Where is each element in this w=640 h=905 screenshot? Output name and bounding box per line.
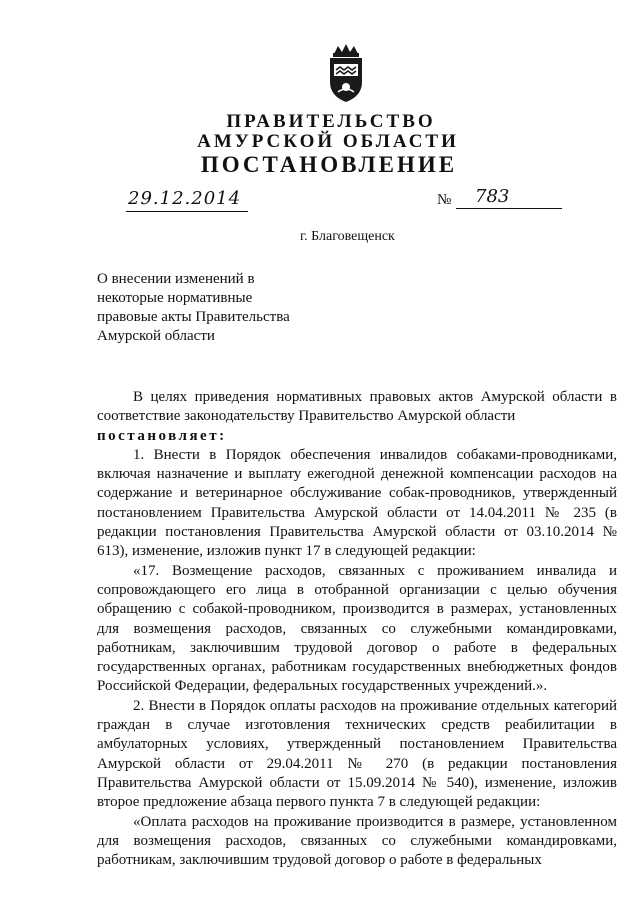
document-type: ПОСТАНОВЛЕНИЕ: [200, 152, 458, 177]
city: г. Благовещенск: [300, 229, 395, 244]
document-subject: [97, 270, 337, 346]
date-underline: [126, 211, 248, 212]
subject-line: некоторые нормативные: [97, 290, 253, 306]
subject-line: правовые акты Правительства: [97, 309, 290, 325]
document-number: 783: [475, 186, 510, 207]
decree-word-line: [97, 427, 617, 446]
paragraph-1: 1. Внести в Порядок обеспечения инвалидов собаками-проводниками, включая назначение и выплату ежегодной денежной компенсации расходов на содержание и ветеринарное обслуживание собак-проводников, утвержденный постановлением Правительства Амурской области от 14.04.2011 № 235 (в редакции постановления Правительства Амурской области от 03.10.2014 № 613), изменение, изложив пункт 17 в следующей редакции:: [97, 446, 617, 560]
coat-of-arms-icon: [324, 42, 368, 104]
org-title-line-2: АМУРСКОЙ ОБЛАСТИ: [197, 131, 459, 152]
document-date: 29.12.2014: [128, 188, 242, 209]
paragraph-2: 2. Внести в Порядок оплаты расходов на проживание отдельных категорий граждан в случае изготовления технических средств реабилитации в амбулаторных условиях, утвержденный постановлением Правительства Амурской области от 29.04.2011 № 270 (в редакции постановления Правительства Амурской области от 15.09.2014 № 540), изменение, изложив второе предложение абзаца первого пункта 7 в следующей редакции:: [97, 697, 617, 811]
quote-1: «17. Возмещение расходов, связанных с проживанием инвалида и сопровождающего его лица в отобранной организации с целью обучения обращению с собакой-проводником, производится в размерах, установленных для возмещения расходов, связанных со служебными командировками, работникам, заключившим трудовой договор о работе в федеральных государственных органах, работникам государственных внебюджетных фондов Российской Федерации, федеральных государственных учреждений.».: [97, 562, 617, 695]
number-label: №: [437, 192, 452, 208]
document-body: [97, 388, 617, 870]
quote-2: «Оплата расходов на проживание производится в размере, установленном для возмещения расходов, связанных со служебными командировками, работникам, заключившим трудовой договор о работе в федеральных: [97, 813, 617, 869]
intro-paragraph: В целях приведения нормативных правовых актов Амурской области в соответствие законодательству Правительство Амурской области: [97, 389, 617, 425]
number-underline: [456, 208, 562, 209]
subject-line: О внесении изменений в: [97, 271, 255, 287]
org-title-line-1: ПРАВИТЕЛЬСТВО: [226, 111, 436, 132]
decree-word: постановляет:: [97, 427, 227, 444]
subject-line: Амурской области: [97, 328, 215, 344]
